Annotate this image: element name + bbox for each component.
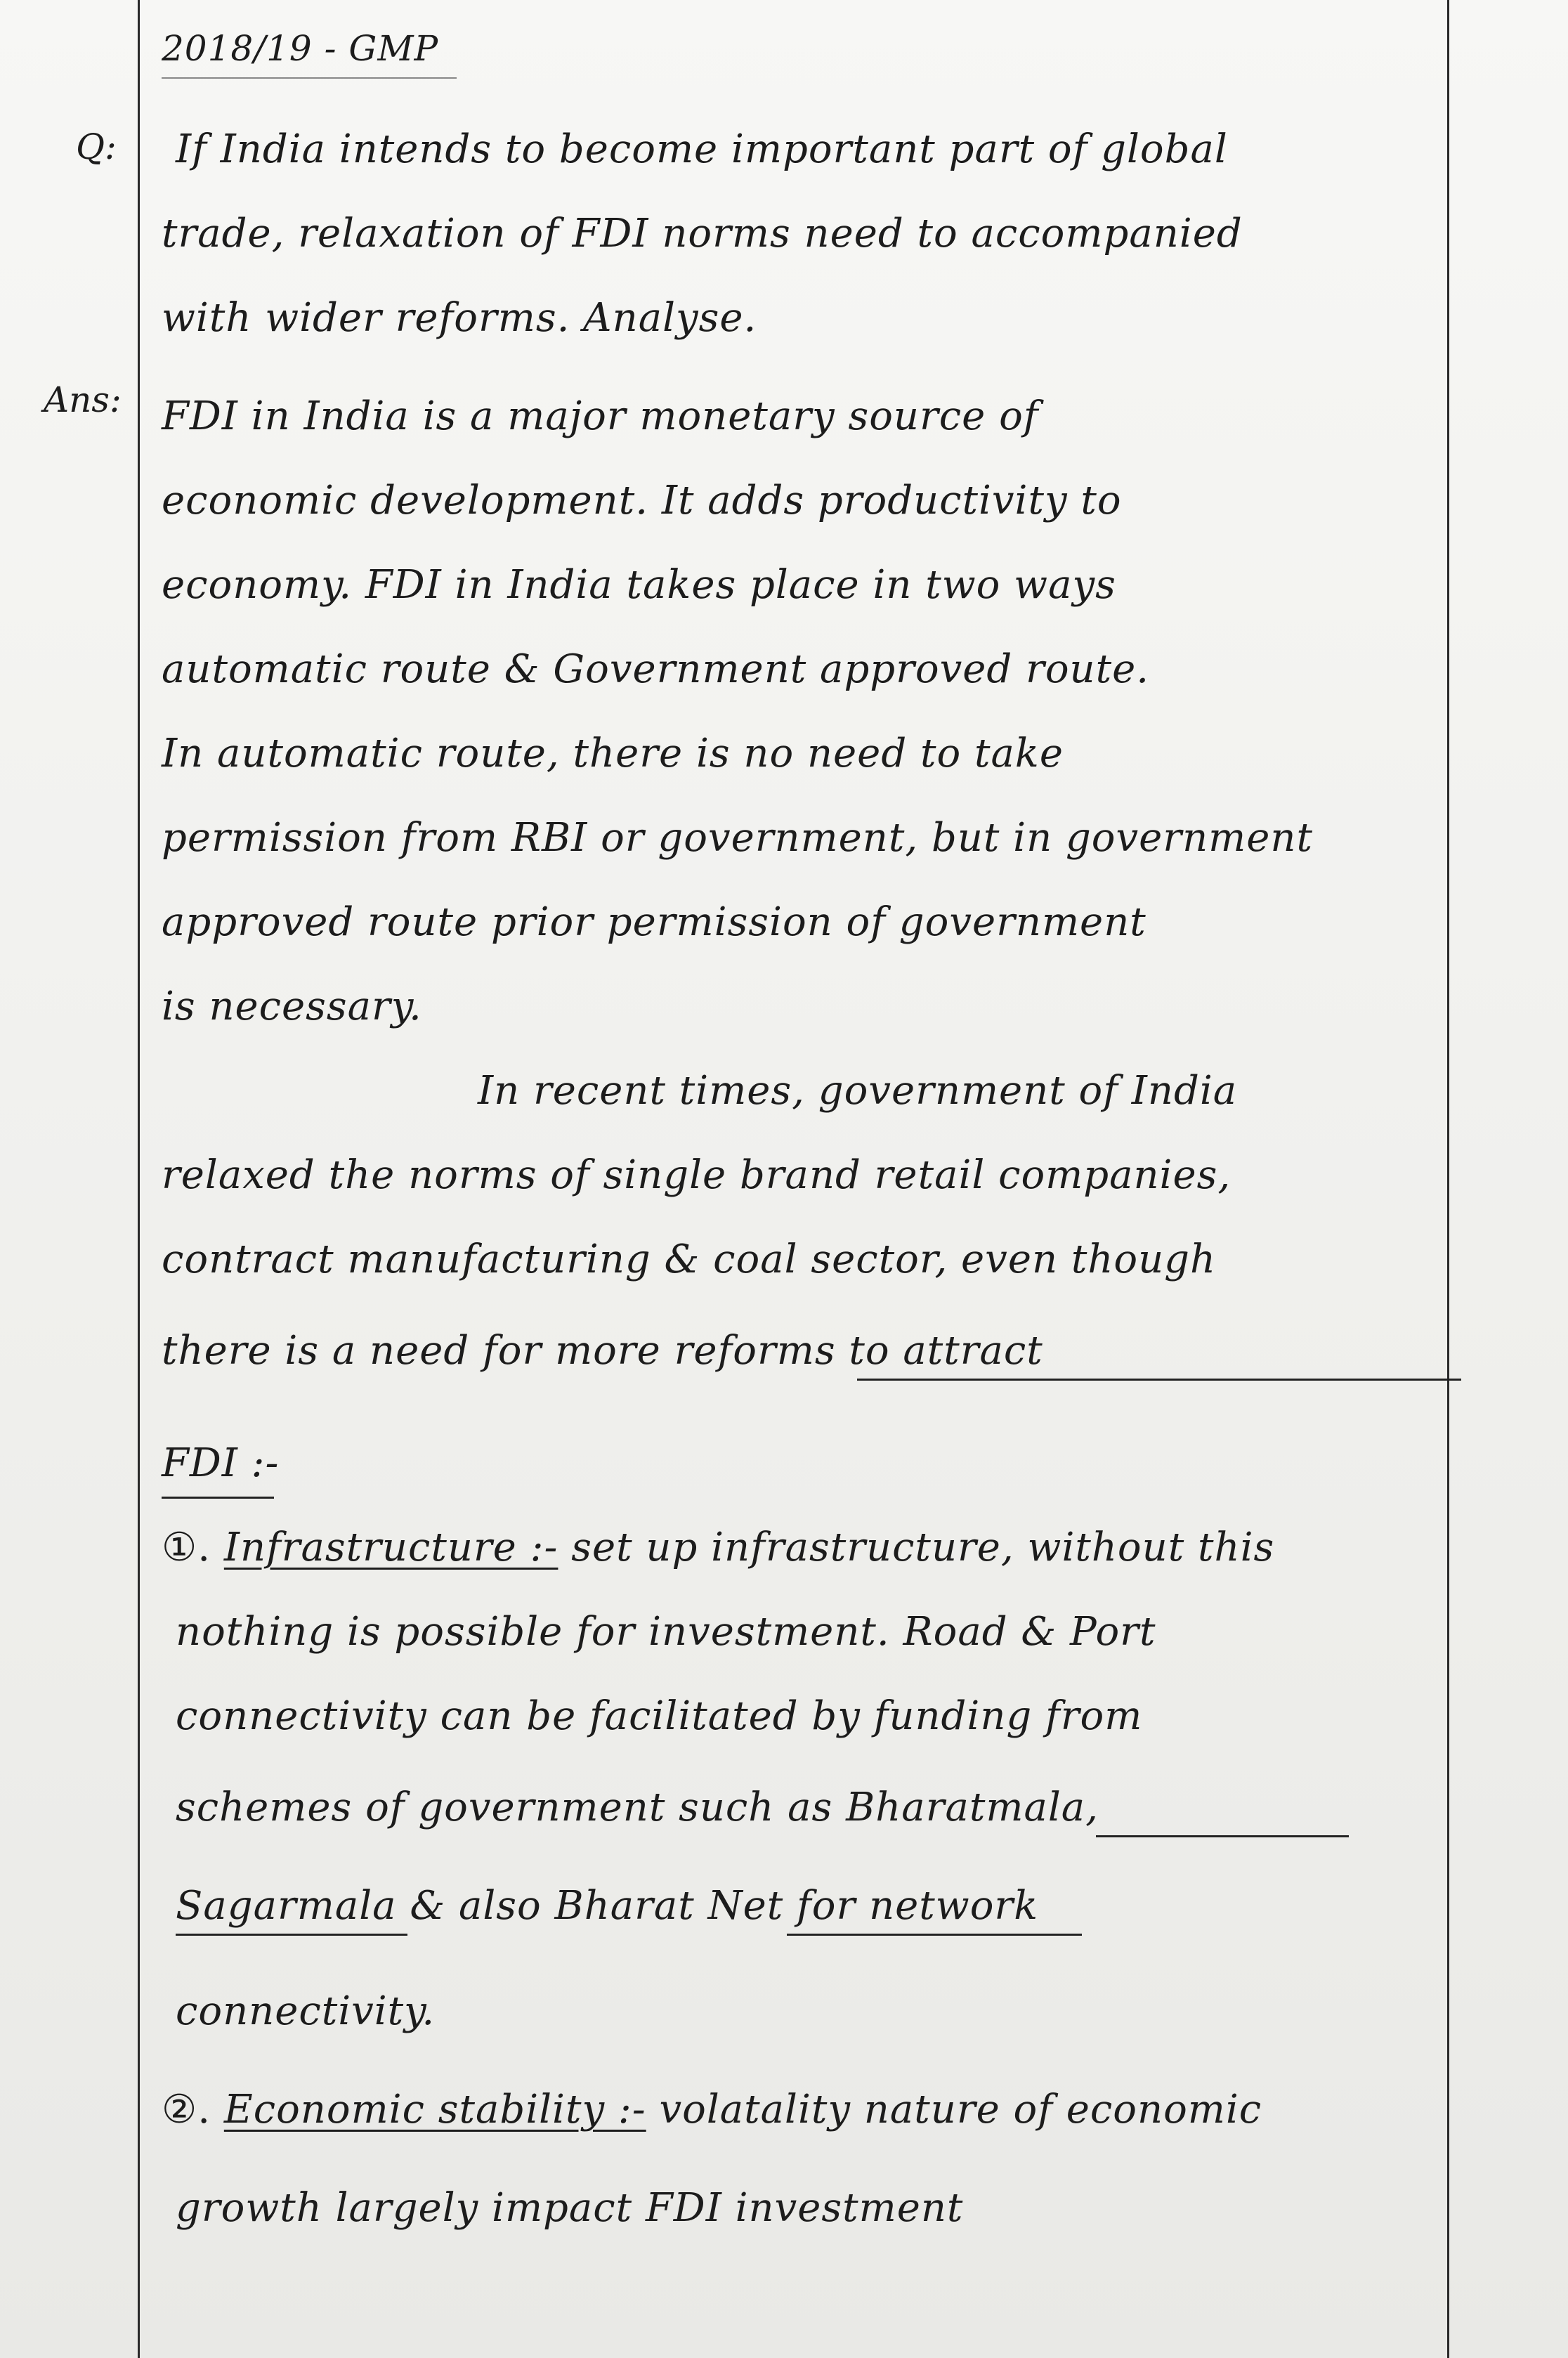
header-underline [162, 77, 457, 79]
answer-line-13: FDI :- [162, 1440, 280, 1486]
more-reforms-underline [857, 1379, 1461, 1381]
question-line-1: If India intends to become important part of global [176, 126, 1228, 172]
point-2-line-2: growth largely impact FDI investment [176, 2185, 964, 2231]
point-2-heading: Economic stability :- [223, 2087, 646, 2132]
point-1-line-4: schemes of government such as Bharatmala, [176, 1785, 1099, 1830]
answer-marker: Ans: [44, 379, 122, 420]
answer-line-10: relaxed the norms of single brand retail companies, [162, 1152, 1231, 1198]
bharatmala-underline [1096, 1835, 1349, 1837]
answer-line-3: economy. FDI in India takes place in two ways [162, 562, 1116, 608]
point-1-heading: Infrastructure :- [223, 1525, 558, 1570]
question-marker: Q: [76, 126, 117, 167]
answer-line-4: automatic route & Government approved route. [162, 646, 1150, 692]
answer-line-11: contract manufacturing & coal sector, even though [162, 1237, 1217, 1282]
question-line-3: with wider reforms. Analyse. [162, 295, 757, 341]
fdi-underline [162, 1497, 274, 1499]
answer-line-6: permission from RBI or government, but in government [162, 815, 1313, 861]
point-1-line-1: set up infrastructure, without this [571, 1525, 1275, 1570]
point-1-number: ①. [162, 1525, 211, 1570]
point-1-line-3: connectivity can be facilitated by funding from [176, 1693, 1143, 1739]
point-2-heading-line [162, 2087, 1262, 2132]
point-1-line-6: connectivity. [176, 1988, 436, 2034]
answer-line-5: In automatic route, there is no need to take [162, 731, 1064, 776]
right-margin-line [1447, 0, 1449, 2358]
answer-line-1: FDI in India is a major monetary source of [162, 393, 1039, 439]
bharat-net-underline [787, 1934, 1082, 1936]
answer-line-8: is necessary. [162, 984, 422, 1029]
sagarmala-underline [176, 1934, 407, 1936]
answer-line-7: approved route prior permission of government [162, 899, 1146, 945]
point-1-line-5: Sagarmala & also Bharat Net for network [176, 1883, 1039, 1929]
point-1-heading-line [162, 1525, 1274, 1570]
point-2-line-1: volatality nature of economic [659, 2087, 1262, 2132]
point-2-number: ②. [162, 2087, 211, 2132]
answer-line-12: there is a need for more reforms to attract [162, 1328, 1043, 1374]
question-line-2: trade, relaxation of FDI norms need to accompanied [162, 211, 1243, 256]
left-margin-line [138, 0, 140, 2358]
point-1-line-2: nothing is possible for investment. Road & Port [176, 1609, 1156, 1655]
header-date: 2018/19 - GMP [162, 28, 439, 69]
answer-line-2: economic development. It adds productivity to [162, 478, 1122, 523]
answer-line-9: In recent times, government of India [478, 1068, 1238, 1114]
